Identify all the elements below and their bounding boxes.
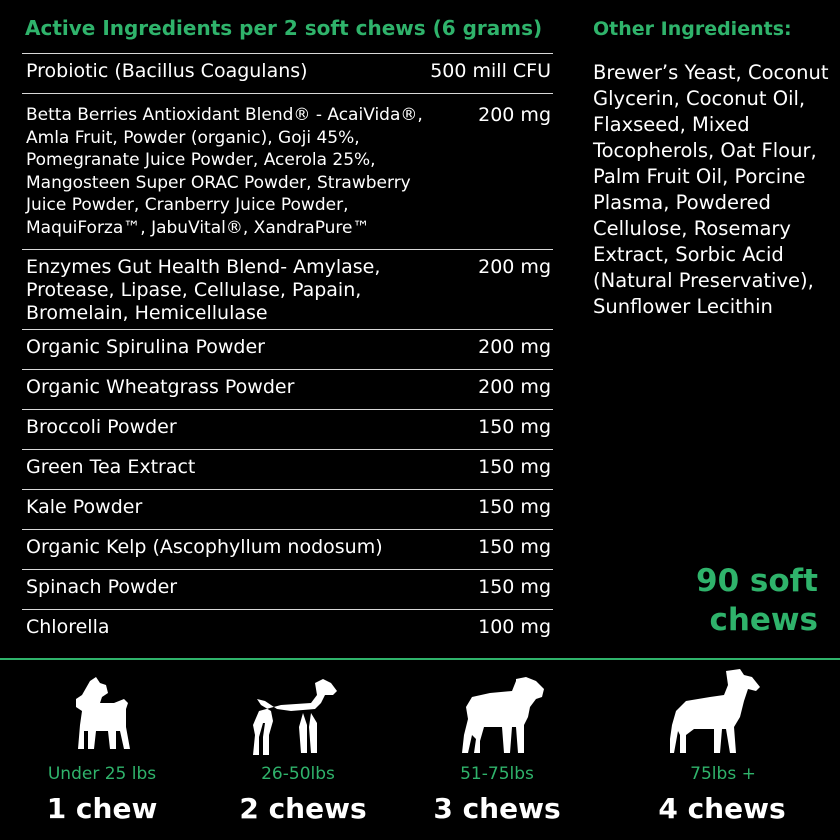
ingredient-name: Organic Kelp (Ascophyllum nodosum)	[26, 536, 383, 558]
dosage-chews: 2 chews	[239, 792, 367, 825]
table-row	[22, 249, 553, 329]
table-row	[22, 489, 553, 529]
section-divider	[0, 658, 840, 660]
dosage-weight: 51-75lbs	[460, 764, 534, 784]
table-row	[22, 609, 553, 649]
dosage-weight: Under 25 lbs	[47, 764, 157, 784]
chew-count-line2: chews	[709, 602, 818, 638]
ingredient-amount: 500 mill CFU	[430, 60, 551, 82]
table-row	[22, 569, 553, 609]
giant-dog-icon	[665, 675, 775, 755]
small-dog-icon	[62, 675, 142, 755]
active-ingredients-title: Active Ingredients per 2 soft chews (6 grams)	[25, 16, 543, 40]
ingredient-amount: 100 mg	[478, 616, 551, 638]
ingredient-amount: 150 mg	[478, 416, 551, 438]
ingredient-name: Kale Powder	[26, 496, 143, 518]
ingredient-name: Chlorella	[26, 616, 110, 638]
ingredient-amount: 150 mg	[478, 576, 551, 598]
dosage-chews: 3 chews	[433, 792, 561, 825]
medium-dog-icon	[240, 675, 350, 755]
ingredient-name: Spinach Powder	[26, 576, 178, 598]
ingredient-amount: 200 mg	[478, 336, 551, 358]
other-ingredients-list: Brewer’s Yeast, Coconut Glycerin, Coconut Oil, Flaxseed, Mixed Tocopherols, Oat Flour, Palm Fruit Oil, Porcine Plasma, Powdered Cellulose, Rosemary Extract, Sorbic Acid (Natural Preservative), Sunflower Lecithin	[593, 61, 829, 318]
chew-count	[598, 562, 818, 640]
ingredient-amount: 150 mg	[478, 496, 551, 518]
ingredient-amount: 200 mg	[478, 104, 551, 126]
table-row	[22, 409, 553, 449]
ingredient-name: Enzymes Gut Health Blend- Amylase, Protease, Lipase, Cellulase, Papain, Bromelain, Hemicellulase	[26, 256, 381, 324]
ingredient-amount: 200 mg	[478, 376, 551, 398]
chew-count-line1: 90 soft	[696, 563, 818, 599]
table-row	[22, 93, 553, 249]
ingredient-name: Green Tea Extract	[26, 456, 196, 478]
ingredient-name: Betta Berries Antioxidant Blend® - AcaiVida®, Amla Fruit, Powder (organic), Goji 45%, Pomegranate Juice Powder, Acerola 25%, Mangosteen Super ORAC Powder, Strawberry Juice Powder, Cranberry Juice Powder, MaquiForza™, JabuVital®, XandraPure™	[26, 105, 423, 238]
ingredient-name: Organic Wheatgrass Powder	[26, 376, 295, 398]
ingredient-amount: 150 mg	[478, 456, 551, 478]
ingredient-name: Broccoli Powder	[26, 416, 177, 438]
ingredient-amount: 150 mg	[478, 536, 551, 558]
table-row	[22, 369, 553, 409]
dosage-weight: 75lbs +	[690, 764, 756, 784]
table-row	[22, 329, 553, 369]
other-ingredients-title: Other Ingredients:	[593, 18, 792, 40]
ingredient-name: Probiotic (Bacillus Coagulans)	[26, 60, 308, 82]
table-row	[22, 529, 553, 569]
large-dog-icon	[455, 675, 555, 755]
table-row	[22, 449, 553, 489]
ingredient-name: Organic Spirulina Powder	[26, 336, 265, 358]
dosage-chews: 1 chew	[46, 792, 158, 825]
dosage-weight: 26-50lbs	[261, 764, 335, 784]
table-row	[22, 53, 553, 93]
dosage-chews: 4 chews	[658, 792, 786, 825]
ingredient-amount: 200 mg	[478, 256, 551, 278]
